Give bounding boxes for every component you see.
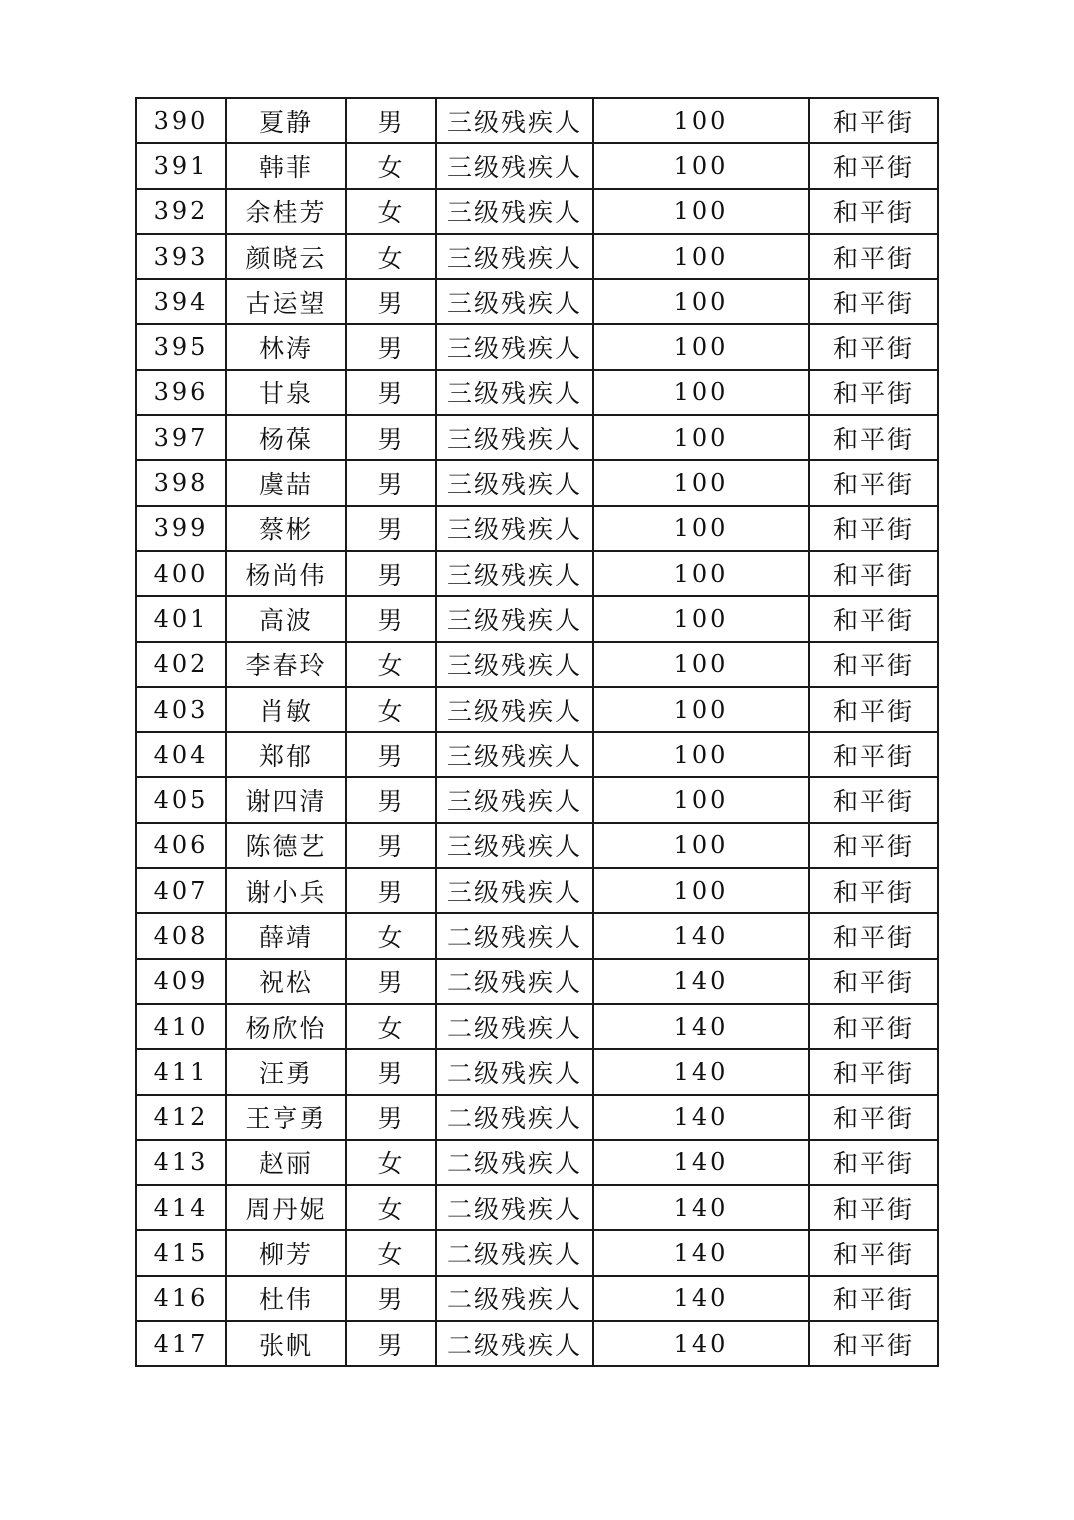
row-number-cell: 414 (136, 1185, 226, 1230)
gender-cell: 男 (346, 596, 436, 641)
table-row (136, 551, 938, 596)
name-cell: 虞喆 (226, 460, 346, 505)
row-number-cell: 390 (136, 98, 226, 143)
row-number-cell: 393 (136, 234, 226, 279)
table-row (136, 868, 938, 913)
row-number-cell: 397 (136, 415, 226, 460)
name-cell: 林涛 (226, 324, 346, 369)
table-row (136, 189, 938, 234)
street-cell: 和平街 (809, 1230, 938, 1275)
disability-level-cell: 二级残疾人 (436, 1095, 593, 1140)
disability-level-cell: 三级残疾人 (436, 777, 593, 822)
amount-cell: 100 (593, 324, 809, 369)
gender-cell: 女 (346, 687, 436, 732)
gender-cell: 男 (346, 506, 436, 551)
table-row (136, 1185, 938, 1230)
name-cell: 谢四清 (226, 777, 346, 822)
table-row (136, 777, 938, 822)
amount-cell: 100 (593, 370, 809, 415)
name-cell: 李春玲 (226, 642, 346, 687)
gender-cell: 男 (346, 868, 436, 913)
amount-cell: 100 (593, 415, 809, 460)
row-number-cell: 407 (136, 868, 226, 913)
name-cell: 周丹妮 (226, 1185, 346, 1230)
street-cell: 和平街 (809, 823, 938, 868)
disability-level-cell: 二级残疾人 (436, 1230, 593, 1275)
row-number-cell: 391 (136, 143, 226, 188)
street-cell: 和平街 (809, 1004, 938, 1049)
name-cell: 祝松 (226, 959, 346, 1004)
amount-cell: 100 (593, 279, 809, 324)
row-number-cell: 402 (136, 642, 226, 687)
amount-cell: 140 (593, 1321, 809, 1366)
street-cell: 和平街 (809, 1276, 938, 1321)
table-row (136, 913, 938, 958)
name-cell: 甘泉 (226, 370, 346, 415)
street-cell: 和平街 (809, 506, 938, 551)
name-cell: 肖敏 (226, 687, 346, 732)
amount-cell: 100 (593, 642, 809, 687)
street-cell: 和平街 (809, 551, 938, 596)
row-number-cell: 394 (136, 279, 226, 324)
table-row (136, 1004, 938, 1049)
name-cell: 杨尚伟 (226, 551, 346, 596)
row-number-cell: 412 (136, 1095, 226, 1140)
row-number-cell: 406 (136, 823, 226, 868)
table-row (136, 687, 938, 732)
street-cell: 和平街 (809, 1140, 938, 1185)
name-cell: 颜晓云 (226, 234, 346, 279)
name-cell: 杨葆 (226, 415, 346, 460)
gender-cell: 男 (346, 370, 436, 415)
row-number-cell: 403 (136, 687, 226, 732)
amount-cell: 100 (593, 460, 809, 505)
row-number-cell: 398 (136, 460, 226, 505)
disability-level-cell: 三级残疾人 (436, 415, 593, 460)
row-number-cell: 392 (136, 189, 226, 234)
name-cell: 余桂芳 (226, 189, 346, 234)
row-number-cell: 405 (136, 777, 226, 822)
street-cell: 和平街 (809, 596, 938, 641)
name-cell: 柳芳 (226, 1230, 346, 1275)
gender-cell: 男 (346, 1095, 436, 1140)
row-number-cell: 399 (136, 506, 226, 551)
amount-cell: 100 (593, 98, 809, 143)
street-cell: 和平街 (809, 777, 938, 822)
street-cell: 和平街 (809, 1185, 938, 1230)
disability-level-cell: 二级残疾人 (436, 1276, 593, 1321)
name-cell: 王亨勇 (226, 1095, 346, 1140)
gender-cell: 男 (346, 98, 436, 143)
table-row (136, 324, 938, 369)
street-cell: 和平街 (809, 1049, 938, 1094)
street-cell: 和平街 (809, 1095, 938, 1140)
row-number-cell: 416 (136, 1276, 226, 1321)
name-cell: 杜伟 (226, 1276, 346, 1321)
table-row (136, 234, 938, 279)
table-row (136, 596, 938, 641)
table-row (136, 1321, 938, 1366)
name-cell: 韩菲 (226, 143, 346, 188)
amount-cell: 100 (593, 596, 809, 641)
gender-cell: 男 (346, 324, 436, 369)
disability-level-cell: 三级残疾人 (436, 143, 593, 188)
name-cell: 夏静 (226, 98, 346, 143)
street-cell: 和平街 (809, 868, 938, 913)
disability-level-cell: 三级残疾人 (436, 234, 593, 279)
gender-cell: 男 (346, 551, 436, 596)
amount-cell: 100 (593, 687, 809, 732)
street-cell: 和平街 (809, 1321, 938, 1366)
table-row (136, 1095, 938, 1140)
gender-cell: 男 (346, 777, 436, 822)
street-cell: 和平街 (809, 279, 938, 324)
name-cell: 蔡彬 (226, 506, 346, 551)
row-number-cell: 408 (136, 913, 226, 958)
street-cell: 和平街 (809, 370, 938, 415)
gender-cell: 男 (346, 1321, 436, 1366)
table-row (136, 1276, 938, 1321)
gender-cell: 男 (346, 460, 436, 505)
row-number-cell: 395 (136, 324, 226, 369)
amount-cell: 140 (593, 1004, 809, 1049)
gender-cell: 男 (346, 279, 436, 324)
gender-cell: 女 (346, 913, 436, 958)
gender-cell: 女 (346, 234, 436, 279)
disability-level-cell: 二级残疾人 (436, 1004, 593, 1049)
amount-cell: 100 (593, 732, 809, 777)
row-number-cell: 411 (136, 1049, 226, 1094)
name-cell: 薛靖 (226, 913, 346, 958)
name-cell: 汪勇 (226, 1049, 346, 1094)
disability-level-cell: 三级残疾人 (436, 370, 593, 415)
amount-cell: 100 (593, 551, 809, 596)
gender-cell: 女 (346, 1230, 436, 1275)
disability-level-cell: 二级残疾人 (436, 1140, 593, 1185)
street-cell: 和平街 (809, 98, 938, 143)
name-cell: 陈德艺 (226, 823, 346, 868)
row-number-cell: 404 (136, 732, 226, 777)
table-row (136, 143, 938, 188)
row-number-cell: 413 (136, 1140, 226, 1185)
table-row (136, 415, 938, 460)
gender-cell: 男 (346, 1049, 436, 1094)
disability-level-cell: 二级残疾人 (436, 1321, 593, 1366)
amount-cell: 100 (593, 868, 809, 913)
amount-cell: 140 (593, 1140, 809, 1185)
gender-cell: 女 (346, 1004, 436, 1049)
table-row (136, 1140, 938, 1185)
amount-cell: 140 (593, 1185, 809, 1230)
street-cell: 和平街 (809, 324, 938, 369)
name-cell: 赵丽 (226, 1140, 346, 1185)
name-cell: 郑郁 (226, 732, 346, 777)
disability-level-cell: 三级残疾人 (436, 642, 593, 687)
amount-cell: 140 (593, 1230, 809, 1275)
amount-cell: 100 (593, 234, 809, 279)
disability-level-cell: 三级残疾人 (436, 823, 593, 868)
gender-cell: 女 (346, 1140, 436, 1185)
disability-level-cell: 三级残疾人 (436, 324, 593, 369)
disability-level-cell: 二级残疾人 (436, 1185, 593, 1230)
disability-level-cell: 二级残疾人 (436, 913, 593, 958)
street-cell: 和平街 (809, 189, 938, 234)
amount-cell: 100 (593, 506, 809, 551)
gender-cell: 女 (346, 1185, 436, 1230)
row-number-cell: 396 (136, 370, 226, 415)
disability-level-cell: 二级残疾人 (436, 959, 593, 1004)
recipient-table (135, 97, 939, 1367)
street-cell: 和平街 (809, 959, 938, 1004)
row-number-cell: 409 (136, 959, 226, 1004)
row-number-cell: 401 (136, 596, 226, 641)
gender-cell: 女 (346, 143, 436, 188)
table-row (136, 279, 938, 324)
disability-level-cell: 三级残疾人 (436, 732, 593, 777)
row-number-cell: 417 (136, 1321, 226, 1366)
street-cell: 和平街 (809, 913, 938, 958)
street-cell: 和平街 (809, 642, 938, 687)
name-cell: 杨欣怡 (226, 1004, 346, 1049)
gender-cell: 男 (346, 1276, 436, 1321)
gender-cell: 男 (346, 415, 436, 460)
disability-level-cell: 三级残疾人 (436, 98, 593, 143)
street-cell: 和平街 (809, 687, 938, 732)
street-cell: 和平街 (809, 143, 938, 188)
name-cell: 古运望 (226, 279, 346, 324)
amount-cell: 140 (593, 1276, 809, 1321)
amount-cell: 140 (593, 1095, 809, 1140)
name-cell: 高波 (226, 596, 346, 641)
table-row (136, 370, 938, 415)
gender-cell: 男 (346, 732, 436, 777)
row-number-cell: 400 (136, 551, 226, 596)
table-row (136, 732, 938, 777)
disability-level-cell: 三级残疾人 (436, 460, 593, 505)
table-row (136, 1230, 938, 1275)
disability-level-cell: 二级残疾人 (436, 1049, 593, 1094)
street-cell: 和平街 (809, 234, 938, 279)
disability-level-cell: 三级残疾人 (436, 189, 593, 234)
amount-cell: 100 (593, 189, 809, 234)
table-row (136, 642, 938, 687)
disability-level-cell: 三级残疾人 (436, 551, 593, 596)
row-number-cell: 410 (136, 1004, 226, 1049)
disability-level-cell: 三级残疾人 (436, 868, 593, 913)
street-cell: 和平街 (809, 732, 938, 777)
table-row (136, 460, 938, 505)
disability-level-cell: 三级残疾人 (436, 687, 593, 732)
table-row (136, 959, 938, 1004)
name-cell: 谢小兵 (226, 868, 346, 913)
name-cell: 张帆 (226, 1321, 346, 1366)
gender-cell: 男 (346, 959, 436, 1004)
disability-level-cell: 三级残疾人 (436, 596, 593, 641)
amount-cell: 140 (593, 959, 809, 1004)
disability-level-cell: 三级残疾人 (436, 279, 593, 324)
gender-cell: 女 (346, 642, 436, 687)
recipient-table-body (136, 98, 938, 1366)
row-number-cell: 415 (136, 1230, 226, 1275)
table-row (136, 506, 938, 551)
table-row (136, 98, 938, 143)
street-cell: 和平街 (809, 415, 938, 460)
gender-cell: 女 (346, 189, 436, 234)
street-cell: 和平街 (809, 460, 938, 505)
amount-cell: 100 (593, 823, 809, 868)
gender-cell: 男 (346, 823, 436, 868)
disability-level-cell: 三级残疾人 (436, 506, 593, 551)
amount-cell: 100 (593, 143, 809, 188)
amount-cell: 140 (593, 1049, 809, 1094)
table-row (136, 1049, 938, 1094)
table-row (136, 823, 938, 868)
amount-cell: 140 (593, 913, 809, 958)
amount-cell: 100 (593, 777, 809, 822)
